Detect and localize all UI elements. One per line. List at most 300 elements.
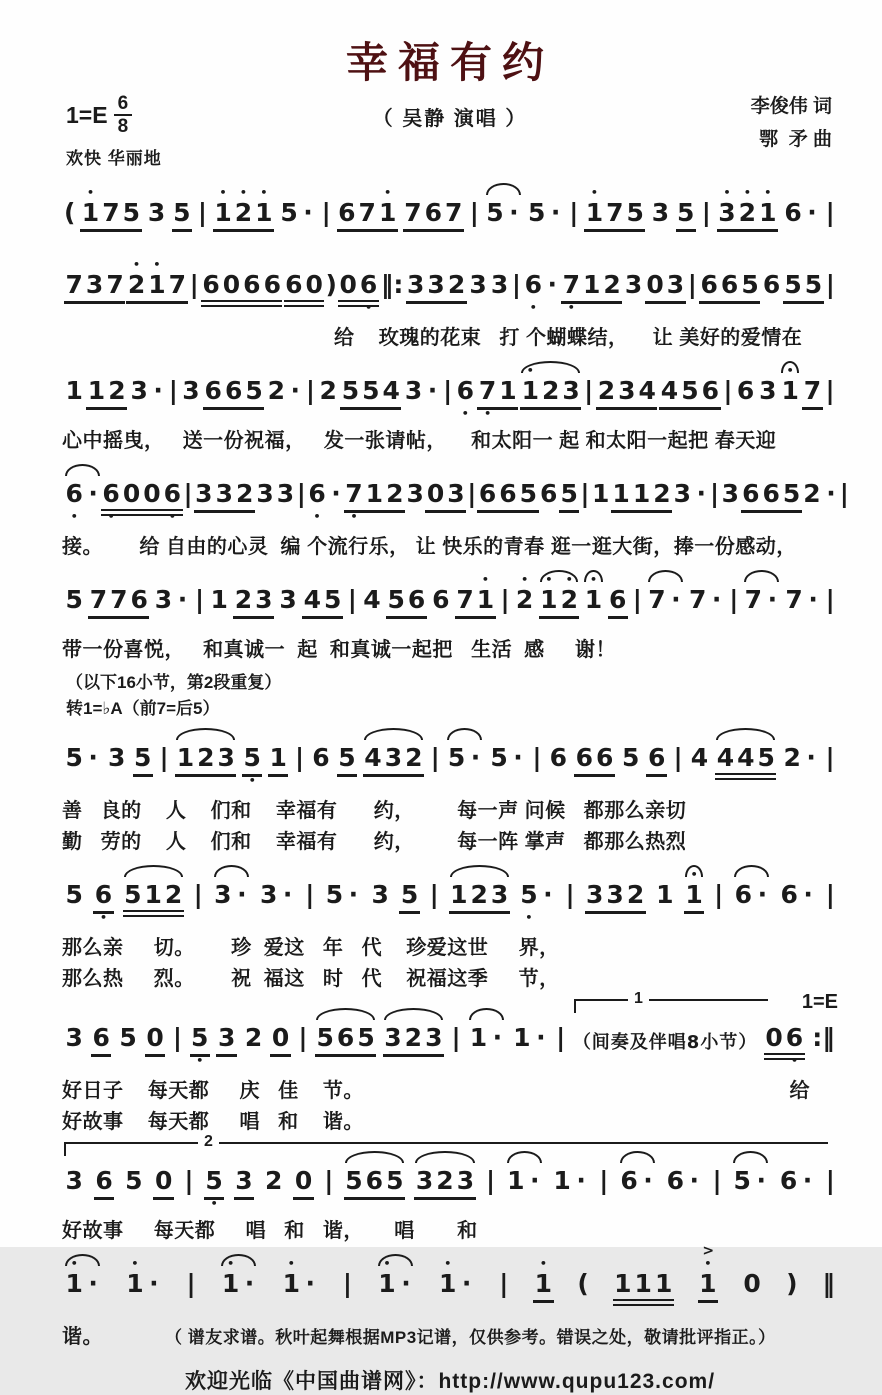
augmentation-dot: · [177,585,188,614]
accent-mark: > [702,1242,715,1259]
note-digit: 4 [382,376,400,405]
pickup-lyric: 给 [789,1079,810,1102]
augmentation-dot: · [543,879,553,909]
note-digit: 4 [638,376,656,405]
repeat-start-barline: ‖: [380,270,404,299]
augmentation-dot: · [803,879,813,909]
note-digit: 0 [271,1022,290,1052]
note-digit: 2 [597,376,616,405]
note-group [512,1023,549,1052]
volta-number: 2 [198,1133,219,1151]
note-digit: • 1 [213,198,233,227]
note-digit: 2 [436,1165,454,1195]
augmentation-dot: · [237,879,247,909]
header [62,30,838,172]
song-title: 幸福有约 [345,39,554,86]
note-digit: • 1 [539,585,559,614]
key-signature-text: 1=E [66,101,108,128]
augmentation-dot: · [808,585,818,614]
note-group [133,743,153,777]
augmentation-dot: · [802,1165,813,1195]
note-digit: 5 [784,270,802,299]
note-digit: 6 • [455,376,475,405]
note-group [489,743,526,772]
note-digit: 6 • [523,270,543,299]
note-digit: 1 [592,479,610,508]
note-group [523,270,560,299]
note-digit: 3 [404,376,423,405]
note-digit: • 1 [254,198,274,227]
note-group [584,198,645,232]
augmentation-dot: · [88,479,98,508]
note-digit: 7 • [477,376,497,405]
note-digit: 6 [700,270,718,299]
note-digit: 7 • [344,479,364,508]
note-digit: 1 [87,376,106,405]
barline: | [599,1165,609,1195]
barline: | [193,879,203,909]
note-digit: 6 [312,742,330,772]
note-digit: 1 [450,879,468,909]
augmentation-dot: · [88,742,98,772]
note-digit: 4 [660,376,679,405]
lyric-text: 好日子 每天都 庆 佳 节。 [62,1079,364,1102]
lyric-line [62,1076,838,1107]
music-line [62,459,849,532]
note-group [425,479,466,513]
music-line [62,178,838,248]
note-digit: 3 [65,1022,83,1052]
lyricist-credit: 李俊伟 词 [750,96,832,117]
note-digit: 0 [122,479,141,508]
note-digit: 7 [744,585,763,614]
note-group [307,479,344,508]
note-digit: 3 [490,270,509,299]
note-group [468,1023,505,1052]
note-group [284,270,325,307]
note-group [506,1166,543,1195]
note-digit: 6 [478,479,497,508]
note-digit: 0 [305,270,323,299]
note-digit: 6 [779,1165,798,1195]
parenthesis: ) [325,270,337,299]
note-digit: 5 • [242,743,262,772]
note-digit: 5 [124,879,142,909]
note-digit: 7 [785,585,803,614]
note-group [93,880,113,914]
note-digit: 2 [653,479,671,508]
note-digit: 1 [614,1268,632,1298]
note-group [655,880,675,909]
note-group [64,880,84,909]
note-digit: 7 [404,198,422,227]
note-digit: 5 [65,742,83,772]
note-group [802,479,839,508]
note-group [377,1269,414,1298]
note-digit: 2 [244,1022,263,1052]
note-digit: 6 • [358,270,378,299]
note-digit: 6 [609,585,627,614]
note-digit: 3 [384,742,403,772]
barline: | [825,270,835,299]
note-digit: • 1 [520,376,540,405]
barline: | [429,879,439,909]
note-group [715,743,776,780]
note-digit: 3 [371,879,389,909]
note-digit: 6 [595,742,614,772]
music-system [62,1242,838,1353]
note-digit: 5 [387,585,405,614]
key-change-label: 1=E [801,990,838,1013]
note-digit: 6 [549,742,567,772]
note-group [64,585,84,614]
note-digit: • 1 [583,585,603,614]
note-digit: 5 [65,585,83,614]
note-digit: 5 [677,198,695,227]
augmentation-dot: · [509,198,519,227]
note-digit: 3 [447,479,465,508]
note-group [64,1166,84,1195]
note-digit: 3 [562,376,580,405]
note-digit: 1 [144,879,162,909]
music-system [62,356,838,457]
note-digit: 6 [647,742,666,772]
note-group [548,743,568,772]
note-digit: 7 • [561,270,581,299]
note-group [370,880,390,909]
note-group [64,376,84,405]
note-group [124,1166,144,1195]
note-group [406,270,467,304]
note-group [619,1166,656,1195]
note-group [591,479,611,508]
inline-annotation: （间奏及伴唱8小节） [572,1032,758,1054]
note-group [489,270,509,299]
note-digit: 5 [341,376,360,405]
augmentation-dot: · [401,1268,411,1298]
tempo-marking: 欢快 华丽地 [66,149,162,168]
augmentation-dot: · [807,198,817,227]
barline: | [469,198,479,227]
note-digit: • 1 [147,270,167,299]
note-digit: • 1 [758,198,778,227]
barline: | [342,1268,352,1298]
note-group [403,198,464,232]
barline: | [825,585,835,614]
note-group [468,270,488,299]
note-group [302,585,343,619]
score [62,178,849,1353]
note-group [64,743,101,772]
note-digit: 2 [404,1022,423,1052]
note-digit: 5 [345,1165,363,1195]
note-digit: 2 [108,376,126,405]
note-group [761,270,781,299]
note-digit: 6 [720,270,739,299]
note-group [449,880,510,914]
lyric-line [62,323,838,354]
note-group [181,376,201,405]
augmentation-dot: · [576,1165,586,1195]
note-group [315,1023,376,1057]
barline: | [183,479,193,508]
note-group [438,1269,475,1298]
barline: | [723,376,733,405]
section-notes [66,670,838,723]
note-digit: 3 [147,198,166,227]
note-digit: 3 [406,479,424,508]
note-digit: 2 [803,479,821,508]
barline: | [584,376,594,405]
note-digit: 5 [626,198,644,227]
note-group [278,585,298,614]
note-group [514,585,534,614]
note-group [613,1269,674,1306]
note-digit: 6 [575,742,593,772]
note-group [129,376,166,405]
note-digit: 2 [164,879,183,909]
note-group [146,198,166,227]
note-digit: 6 • [101,479,121,508]
note-group [118,1023,138,1052]
note-digit: 3 [666,270,685,299]
barline: | [159,742,169,772]
note-group [311,743,331,772]
note-group [362,585,382,614]
note-digit: 1 [499,376,517,405]
note-digit: 6 • [307,479,327,508]
note-digit: 5 [560,479,578,508]
note-digit: • 1 [780,376,800,405]
note-group [213,198,274,232]
note-digit: • 1 [698,1269,718,1298]
note-group [620,743,640,772]
note-group [281,1269,318,1298]
augmentation-dot: · [303,198,313,227]
note-group [758,376,778,405]
note-group [258,880,295,909]
credits-block [751,90,832,157]
note-group [645,270,686,304]
note-digit: 3 [651,198,670,227]
note-group [399,880,419,914]
note-digit: 3 [130,376,148,405]
note-digit: 0 [426,479,445,508]
note-digit: 3 [586,879,604,909]
note-digit: 7 [358,198,376,227]
augmentation-dot: · [550,198,561,227]
music-system [62,565,838,666]
note-digit: 5 [527,198,546,227]
note-digit: • 2 [737,198,757,227]
augmentation-dot: · [427,376,438,405]
note-group [687,585,724,614]
augmentation-dot: · [643,1165,653,1195]
note-group [101,479,183,516]
note-digit: 6 [762,479,780,508]
note-digit: 5 • [204,1166,224,1195]
note-digit: 3 [235,1165,253,1195]
note-digit: 3 [276,479,295,508]
note-group [275,479,295,508]
augmentation-dot: · [547,270,557,299]
note-digit: 6 [432,585,450,614]
note-digit: 0 [154,1165,173,1195]
note-group [344,479,405,513]
note-digit: 7 [102,198,120,227]
note-digit: 6 [365,1165,384,1195]
note-group [216,1023,236,1057]
note-digit: 2 [603,270,621,299]
note-group [782,743,819,772]
performer-subtitle: （ 吴静 演唱 ） [372,108,528,130]
note-digit: 7 [648,585,666,614]
note-group [455,376,475,405]
note-digit: 6 [224,376,243,405]
augmentation-dot: · [767,585,778,614]
note-digit: 5 [357,1022,375,1052]
barline: | [467,479,477,508]
note-digit: 5 [362,376,380,405]
barline: | [347,585,357,614]
lyric-text: 那么热 烈。 祝 福这 时 代 祝福这季 节， [62,967,560,990]
note-group [266,376,303,405]
note-digit: 5 [316,1022,334,1052]
music-line [62,250,838,323]
note-digit: 5 [122,198,140,227]
note-group [386,585,427,619]
lyric-text: 谐。 [62,1325,103,1348]
lyric-text: 好故事 每天都 唱 和 谐。 [62,1110,364,1133]
note-digit: 3 [217,1022,236,1052]
note-digit: 3 [154,585,173,614]
note-group [344,1166,405,1200]
note-digit: 7 [168,270,187,299]
note-group [268,743,288,777]
note-group [123,880,184,917]
augmentation-dot: · [290,376,301,405]
barline: | [296,479,306,508]
music-system [62,1132,838,1247]
augmentation-dot: · [757,879,768,909]
note-digit: 5 [65,879,83,909]
note-digit: 1 [507,1165,525,1195]
note-digit: 5 [280,198,298,227]
note-group [64,1023,84,1052]
note-group [255,479,275,508]
augmentation-dot: · [88,1268,98,1298]
note-digit: 6 [336,1022,355,1052]
note-digit: 5 [804,270,823,299]
note-digit: 7 [803,376,822,405]
note-group [477,376,518,410]
note-digit: 1 [656,879,674,909]
note-group [242,743,262,777]
note-digit: 6 [338,198,356,227]
barline: | [168,376,178,405]
note-group [552,1166,589,1195]
barline: | [324,1165,334,1195]
note-digit: 3 [65,1165,83,1195]
note-group [519,880,556,909]
barline: | [298,1022,308,1052]
note-digit: 6 [762,270,781,299]
note-digit: 1 [553,1165,571,1195]
section-note-line: （以下16小节，第2段重复） [66,673,282,692]
augmentation-dot: · [461,1268,472,1298]
note-digit: 7 [606,198,624,227]
note-group [779,880,816,909]
note-group [659,376,720,410]
note-digit: 2 [197,742,215,772]
lyric-text: 勤 劳的 人 们和 幸福有 约， 每一阵 掌声 都那么热烈 [62,830,687,853]
note-digit: 4 [363,585,381,614]
note-digit: 1 [612,479,630,508]
note-group [735,376,755,405]
note-digit: 6 • [93,880,113,909]
note-group [337,198,398,232]
note-digit: 6 [666,1165,685,1195]
note-digit: 2 [405,742,423,772]
lyric-text: 善 良的 人 们和 幸福有 约， 每一声 问候 都那么亲切 [62,799,687,822]
note-digit: 6 [780,879,798,909]
volta-bracket [574,989,768,1013]
note-digit: • 1 [584,198,604,227]
note-digit: 5 [386,1165,404,1195]
note-group [743,585,780,614]
barline: | [430,742,440,772]
barline: | [825,376,835,405]
note-digit: 5 [782,479,801,508]
note-digit: 0 [646,270,664,299]
note-group [363,743,424,777]
note-digit: 3 [259,879,278,909]
note-group [611,479,672,513]
augmentation-dot: · [348,879,359,909]
music-line [62,565,838,635]
note-digit: 1 [469,1022,488,1052]
lyric-line [62,933,838,964]
note-digit: 2 [386,479,404,508]
augmentation-dot: · [305,1268,316,1298]
barline: | [687,270,697,299]
note-digit: 4 [737,742,755,772]
music-system [62,989,838,1138]
note-group [405,479,425,508]
note-digit: 5 [338,742,356,772]
note-group [125,1269,162,1298]
note-digit: 6 [701,376,719,405]
note-digit: 1 [582,270,601,299]
note-group [741,479,802,513]
note-group [559,479,579,513]
parenthesis: ) [786,1268,798,1298]
note-digit: • 1 [438,1269,458,1298]
barline: | [172,1022,182,1052]
note-group [698,1242,718,1303]
note-group [764,1023,805,1060]
note-digit: 3 [673,479,692,508]
note-group [243,1023,263,1052]
note-digit: 3 [214,879,232,909]
note-group [145,1023,165,1057]
note-digit: 6 [92,1022,110,1052]
note-group [665,1166,702,1195]
lyric-line [62,532,838,563]
note-group [64,270,125,304]
note-group [720,479,740,508]
note-digit: 6 • [162,479,182,508]
